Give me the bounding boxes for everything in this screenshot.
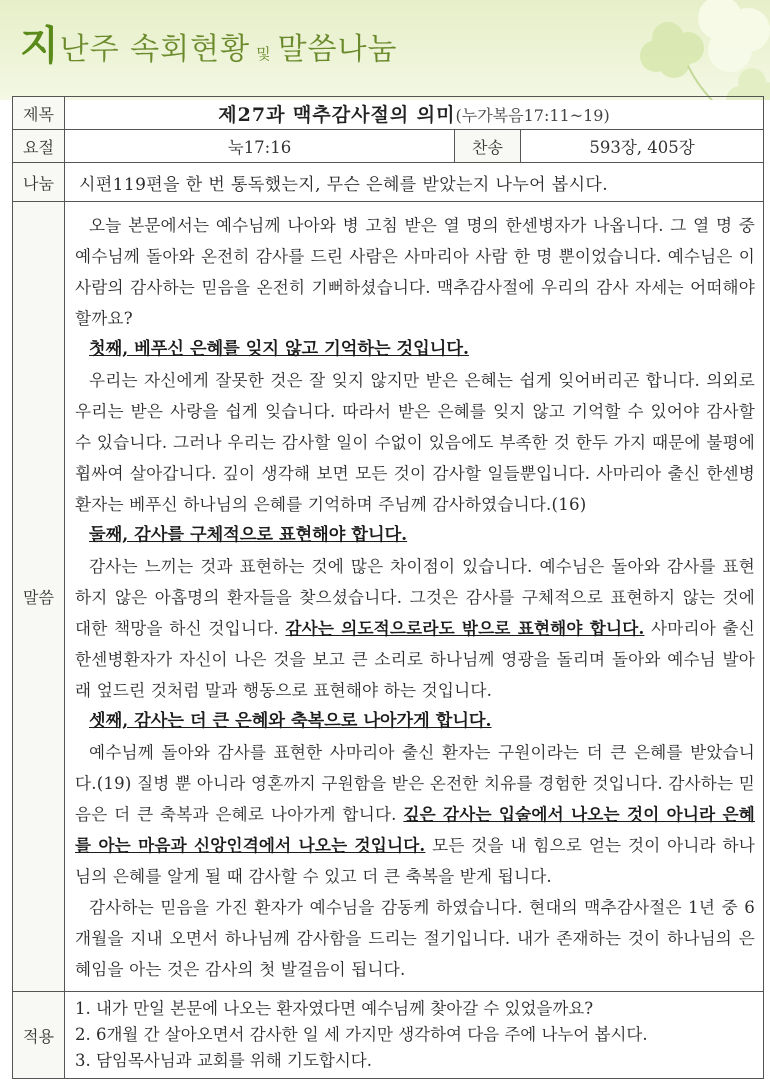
title-connector: 및 — [256, 45, 272, 63]
application-item-2: 2. 6개월 간 살아오면서 감사한 일 세 가지만 생각하여 다음 주에 나누어 봅시다. — [75, 1025, 648, 1044]
apply-row — [13, 992, 764, 1079]
point-3-emphasis: 깊은 감사는 입술에서 나오는 것이 아니라 은혜를 아는 마음과 신앙인격에서 나오는 것입니다. — [75, 804, 756, 855]
point-2-text-a: 감사는 느끼는 것과 표현하는 것에 많은 차이점이 있습니다. 예수님은 돌아와 감사를 표현하지 않은 아홉명의 환자들을 찾으셨습니다. 그것은 감사를 구체적으로 표현하지 않는 것에 대한 책망을 하신 것입니다. — [75, 557, 756, 638]
point-2-text-b: 사마리아 출신 한센병환자가 자신이 나은 것을 보고 큰 소리로 하나님께 영광을 돌리며 돌아와 예수님 발아래 엎드린 것처럼 말과 행동으로 표현해야 하는 것입니다. — [75, 619, 756, 700]
point-2-body — [75, 551, 755, 706]
hymn-label: 찬송 — [455, 130, 521, 163]
reference-label: 요절 — [13, 130, 65, 163]
word-label: 말씀 — [13, 202, 65, 992]
point-1-heading: 첫째, 베푸신 은혜를 잊지 않고 기억하는 것입니다. — [89, 339, 469, 359]
point-2-heading: 둘째, 감사를 구체적으로 표현해야 합니다. — [89, 525, 408, 545]
share-question: 시편119편을 한 번 통독했는지, 무슨 은혜를 받았는지 나누어 봅시다. — [65, 163, 764, 202]
application-item-3: 3. 담임목사님과 교회를 위해 기도합시다. — [75, 1051, 372, 1070]
sermon-conclusion: 감사하는 믿음을 가진 환자가 예수님을 감동케 하였습니다. 현대의 맥추감사절은 1년 중 6개월을 지내 오면서 하나님께 감사함을 드리는 절기입니다. 내가 존재하는 것이 하나님의 은혜임을 아는 것은 감사의 첫 발걸음이 됩니다. — [75, 898, 756, 979]
point-1-body: 우리는 자신에게 잘못한 것은 잘 잊지 않지만 받은 은혜는 쉽게 잊어버리곤 합니다. 의외로 우리는 받은 사랑을 쉽게 잊습니다. 따라서 받은 은혜를 잊지 않고 기억할 수 있어야 감사할 수 있습니다. 그러나 우리는 감사할 일이 수없이 있음에도 부족한 것 한두 가지 때문에 불평에 휩싸여 살아갑니다. 깊이 생각해 보면 모든 것이 감사할 일들뿐입니다. 사마리아 출신 한센병환자는 베푸신 하나님의 은혜를 기억하며 주님께 감사하였습니다.(16) — [75, 371, 756, 514]
title-rest: 난주 속회현황 — [59, 32, 251, 67]
page-header — [0, 0, 770, 100]
clover-decoration-icon — [570, 0, 770, 100]
page-title — [20, 14, 397, 71]
point-3-heading: 셋째, 감사는 더 큰 은혜와 축복으로 나아가게 합니다. — [89, 711, 492, 731]
reference-row — [13, 130, 764, 163]
title-first-char: 지 — [20, 23, 60, 69]
lesson-table — [12, 96, 764, 1079]
point-2-emphasis: 감사는 의도적으로라도 밖으로 표현해야 합니다. — [285, 618, 645, 638]
title-label: 제목 — [13, 97, 65, 130]
apply-label: 적용 — [13, 992, 65, 1079]
lesson-title: 제27과 맥추감사절의 의미 — [218, 103, 456, 126]
sermon-intro: 오늘 본문에서는 예수님께 나아와 병 고침 받은 열 명의 한센병자가 나옵니다. 그 열 명 중 예수님께 돌아와 온전히 감사를 드린 사람은 사마리아 사람 한 명 뿐이었습니다. 예수님은 이 사람의 감사하는 믿음을 온전히 기뻐하셨습니다. 맥추감사절에 우리의 감사 자세는 어떠해야 할까요? — [75, 216, 756, 328]
title-row — [13, 97, 764, 130]
application-item-1: 1. 내가 만일 본문에 나오는 환자였다면 예수님께 찾아갈 수 있었을까요? — [75, 999, 594, 1018]
key-verse: 눅17:16 — [65, 130, 455, 163]
share-label: 나눔 — [13, 163, 65, 202]
hymn-numbers: 593장, 405장 — [521, 130, 764, 163]
lesson-title-reference: (누가복음17:11~19) — [455, 105, 610, 125]
word-row — [13, 202, 764, 992]
title-end: 말씀나눔 — [277, 32, 398, 67]
point-3-body — [75, 737, 755, 892]
point-3-text-b: 모든 것을 내 힘으로 얻는 것이 아니라 하나님의 은혜를 알게 될 때 감사할 수 있고 더 큰 축복을 받게 됩니다. — [75, 836, 756, 886]
share-row — [13, 163, 764, 202]
application-list — [65, 992, 764, 1079]
lesson-title-cell — [65, 97, 764, 130]
sermon-body — [65, 202, 764, 992]
point-3-text-a: 예수님께 돌아와 감사를 표현한 사마리아 출신 환자는 구원이라는 더 큰 은혜를 받았습니다.(19) 질병 뿐 아니라 영혼까지 구원함을 받은 온전한 치유를 경험한 것입니다. 감사하는 믿음은 더 큰 축복과 은혜로 나아가게 합니다. — [75, 743, 756, 824]
